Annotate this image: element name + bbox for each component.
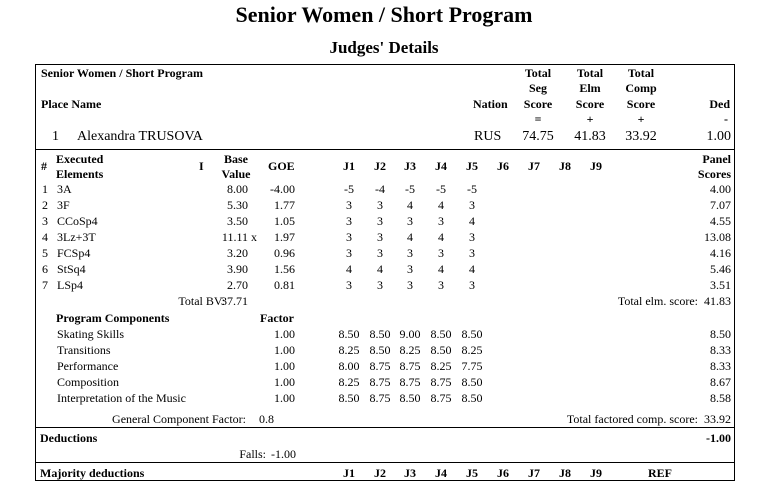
element-num: 2 [42, 198, 48, 212]
divider-skater [35, 149, 735, 150]
element-judge-score: 3 [377, 246, 383, 260]
element-judge-score: 3 [346, 230, 352, 244]
component-factor: 1.00 [274, 359, 295, 373]
component-judge-score: 8.00 [338, 359, 360, 373]
element-goe: 1.05 [274, 214, 295, 228]
el-panel-header-2: Scores [697, 167, 731, 181]
element-judge-score: 4 [469, 262, 475, 276]
element-judge-score: 3 [346, 278, 352, 292]
element-panel-score: 4.55 [710, 214, 731, 228]
judge-header-1: J1 [343, 159, 355, 173]
element-judge-score: 4 [346, 262, 352, 276]
judge-header-7: J7 [528, 159, 540, 173]
ded-header-1: Ded [709, 97, 730, 111]
element-goe: 1.77 [274, 198, 295, 212]
element-num: 7 [42, 278, 48, 292]
component-judge-score: 8.75 [430, 375, 452, 389]
page-title: Senior Women / Short Program [235, 2, 533, 27]
judge-header-4: J4 [435, 159, 447, 173]
majority-judge-4: J4 [435, 466, 447, 480]
element-judge-score: 3 [346, 198, 352, 212]
element-goe: 1.97 [274, 230, 295, 244]
element-panel-score: 7.07 [710, 198, 731, 212]
comp-header-4: + [637, 112, 645, 126]
page-subtitle: Judges' Details [329, 38, 439, 57]
place-name-header: Place Name [41, 97, 102, 111]
component-name: Transitions [57, 343, 111, 357]
element-num: 3 [42, 214, 48, 228]
element-num: 6 [42, 262, 48, 276]
element-judge-score: -5 [405, 182, 415, 196]
element-judge-score: 3 [346, 246, 352, 260]
elm-header-2: Elm [579, 81, 601, 95]
component-judge-score: 8.75 [369, 391, 391, 405]
element-name: LSp4 [57, 278, 84, 292]
element-judge-score: -5 [436, 182, 446, 196]
element-panel-score: 3.51 [710, 278, 731, 292]
component-judge-score: 8.50 [430, 343, 452, 357]
total-comp-label: Total factored comp. score: [566, 412, 698, 426]
component-judge-score: 8.50 [461, 327, 483, 341]
element-judge-score: 3 [469, 246, 475, 260]
gcf-value: 0.8 [259, 412, 274, 426]
element-name: 3Lz+3T [57, 230, 96, 244]
seg-header-4: = [534, 112, 542, 126]
component-judge-score: 8.25 [338, 375, 360, 389]
element-judge-score: -4 [375, 182, 385, 196]
element-panel-score: 4.00 [710, 182, 731, 196]
element-panel-score: 5.46 [710, 262, 731, 276]
el-panel-header-1: Panel [702, 152, 731, 166]
component-judge-score: 9.00 [399, 327, 421, 341]
component-judge-score: 8.25 [338, 343, 360, 357]
divider-majority [35, 462, 735, 463]
elm-header-3: Score [575, 97, 605, 111]
component-judge-score: 8.25 [461, 343, 483, 357]
skater-seg-score: 74.75 [522, 129, 554, 144]
element-judge-score: 3 [438, 246, 444, 260]
judge-header-5: J5 [466, 159, 478, 173]
element-bonus-mark: x [251, 230, 257, 244]
component-factor: 1.00 [274, 391, 295, 405]
element-judge-score: 3 [407, 246, 413, 260]
skater-elm-score: 41.83 [574, 129, 606, 144]
judge-header-9: J9 [590, 159, 602, 173]
element-goe: 1.56 [274, 262, 295, 276]
segment-label: Senior Women / Short Program [41, 66, 203, 80]
element-base-value: 11.11 [221, 230, 248, 244]
element-num: 1 [42, 182, 48, 196]
element-name: 3F [57, 198, 70, 212]
element-name: CCoSp4 [57, 214, 98, 228]
element-panel-score: 4.16 [710, 246, 731, 260]
total-comp-value: 33.92 [704, 412, 731, 426]
pc-header: Program Components [56, 311, 170, 325]
component-judge-score: 8.75 [430, 391, 452, 405]
element-judge-score: 4 [438, 198, 444, 212]
el-base-header-1: Base [224, 152, 248, 166]
element-base-value: 5.30 [227, 198, 248, 212]
skater-name: Alexandra TRUSOVA [77, 129, 203, 144]
component-panel-score: 8.33 [710, 359, 731, 373]
component-judge-score: 7.75 [461, 359, 483, 373]
component-judge-score: 8.50 [399, 391, 421, 405]
comp-header-3: Score [626, 97, 656, 111]
component-judge-score: 8.75 [399, 375, 421, 389]
component-factor: 1.00 [274, 327, 295, 341]
component-judge-score: 8.50 [369, 343, 391, 357]
el-executed-header-1: Executed [56, 152, 104, 166]
element-base-value: 3.90 [227, 262, 248, 276]
element-judge-score: -5 [467, 182, 477, 196]
element-judge-score: 3 [438, 214, 444, 228]
element-name: FCSp4 [57, 246, 91, 260]
component-panel-score: 8.67 [710, 375, 731, 389]
seg-header-1: Total [524, 66, 552, 80]
element-judge-score: -5 [344, 182, 354, 196]
deductions-label: Deductions [40, 431, 98, 445]
majority-judge-6: J6 [497, 466, 509, 480]
component-judge-score: 8.50 [430, 327, 452, 341]
skater-place: 1 [52, 129, 59, 144]
judge-header-8: J8 [559, 159, 571, 173]
component-factor: 1.00 [274, 343, 295, 357]
element-judge-score: 3 [377, 198, 383, 212]
skater-nation: RUS [474, 129, 502, 144]
component-name: Composition [57, 375, 120, 389]
component-judge-score: 8.25 [430, 359, 452, 373]
element-judge-score: 4 [438, 230, 444, 244]
majority-judge-5: J5 [466, 466, 478, 480]
element-judge-score: 3 [407, 214, 413, 228]
element-base-value: 2.70 [227, 278, 248, 292]
component-judge-score: 8.50 [338, 327, 360, 341]
element-base-value: 8.00 [227, 182, 248, 196]
judge-header-6: J6 [497, 159, 509, 173]
majority-label: Majority deductions [40, 466, 145, 480]
component-panel-score: 8.50 [710, 327, 731, 341]
element-judge-score: 3 [377, 214, 383, 228]
component-judge-score: 8.50 [338, 391, 360, 405]
component-name: Interpretation of the Music [57, 391, 186, 405]
element-judge-score: 3 [377, 278, 383, 292]
element-judge-score: 3 [407, 262, 413, 276]
majority-judge-1: J1 [343, 466, 355, 480]
element-judge-score: 4 [377, 262, 383, 276]
majority-ref: REF [648, 466, 672, 480]
element-judge-score: 3 [469, 230, 475, 244]
ded-header-2: - [724, 112, 728, 126]
total-bv-label: Total BV: [178, 294, 225, 308]
element-goe: 0.81 [274, 278, 295, 292]
majority-judge-8: J8 [559, 466, 571, 480]
el-executed-header-2: Elements [56, 167, 104, 181]
majority-judge-7: J7 [528, 466, 540, 480]
pc-factor-header: Factor [260, 311, 294, 325]
el-num-header: # [41, 159, 47, 173]
component-judge-score: 8.75 [369, 375, 391, 389]
element-num: 4 [42, 230, 48, 244]
divider-deductions [35, 427, 735, 428]
nation-header: Nation [473, 97, 508, 111]
element-panel-score: 13.08 [704, 230, 731, 244]
total-elm-value: 41.83 [704, 294, 731, 308]
skater-comp-score: 33.92 [625, 129, 657, 144]
element-judge-score: 3 [346, 214, 352, 228]
majority-judge-9: J9 [590, 466, 602, 480]
component-judge-score: 8.75 [369, 359, 391, 373]
seg-header-3: Score [523, 97, 553, 111]
element-goe: 0.96 [274, 246, 295, 260]
component-panel-score: 8.58 [710, 391, 731, 405]
element-judge-score: 3 [438, 278, 444, 292]
falls-value: -1.00 [271, 447, 296, 461]
total-bv-value: 37.71 [221, 294, 248, 308]
elm-header-4: + [586, 112, 594, 126]
element-num: 5 [42, 246, 48, 260]
component-name: Performance [57, 359, 119, 373]
component-panel-score: 8.33 [710, 343, 731, 357]
element-judge-score: 3 [469, 278, 475, 292]
el-info-header: I [199, 159, 204, 173]
component-name: Skating Skills [57, 327, 125, 341]
skater-ded: 1.00 [706, 129, 731, 144]
element-judge-score: 3 [377, 230, 383, 244]
component-judge-score: 8.75 [399, 359, 421, 373]
element-name: 3A [57, 182, 72, 196]
component-judge-score: 8.25 [399, 343, 421, 357]
component-factor: 1.00 [274, 375, 295, 389]
seg-header-2: Seg [529, 81, 547, 95]
element-base-value: 3.20 [227, 246, 248, 260]
majority-judge-2: J2 [374, 466, 386, 480]
element-judge-score: 4 [407, 230, 413, 244]
component-judge-score: 8.50 [461, 391, 483, 405]
majority-judge-3: J3 [404, 466, 416, 480]
judge-header-2: J2 [374, 159, 386, 173]
element-judge-score: 3 [469, 198, 475, 212]
deductions-value: -1.00 [706, 431, 731, 445]
comp-header-2: Comp [625, 81, 657, 95]
elm-header-1: Total [576, 66, 604, 80]
element-judge-score: 4 [407, 198, 413, 212]
judge-header-3: J3 [404, 159, 416, 173]
element-judge-score: 3 [407, 278, 413, 292]
component-judge-score: 8.50 [461, 375, 483, 389]
el-base-header-2: Value [221, 167, 251, 181]
element-base-value: 3.50 [227, 214, 248, 228]
component-judge-score: 8.50 [369, 327, 391, 341]
element-judge-score: 4 [469, 214, 475, 228]
gcf-label: General Component Factor: [112, 412, 246, 426]
total-elm-label: Total elm. score: [617, 294, 698, 308]
element-judge-score: 4 [438, 262, 444, 276]
comp-header-1: Total [627, 66, 655, 80]
element-goe: -4.00 [270, 182, 295, 196]
falls-label: Falls: [239, 447, 266, 461]
element-name: StSq4 [57, 262, 86, 276]
el-goe-header: GOE [268, 159, 295, 173]
